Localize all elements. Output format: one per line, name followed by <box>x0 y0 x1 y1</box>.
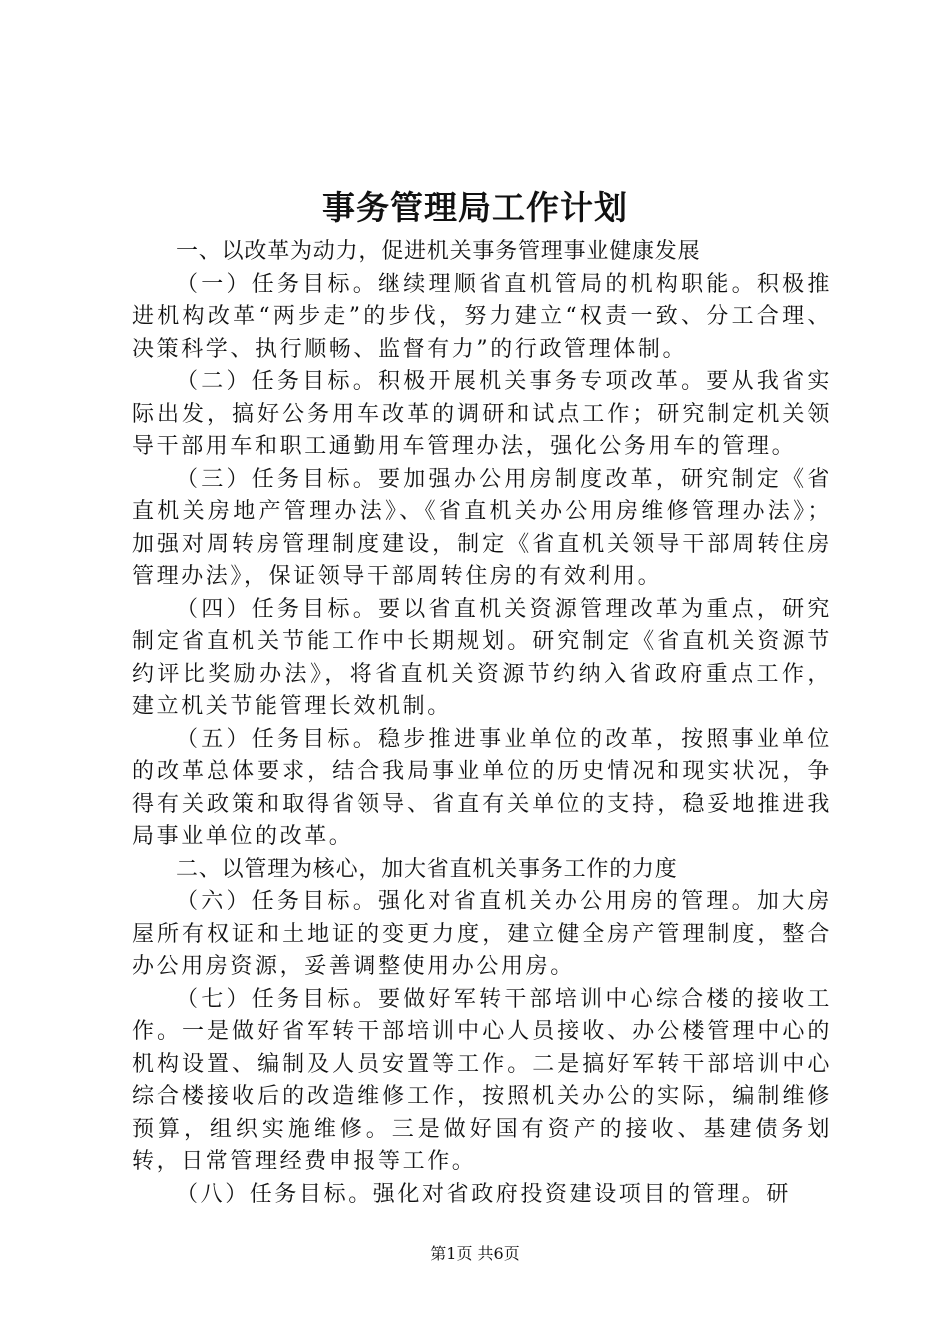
paragraph-8: （八）任务目标。强化对省政府投资建设项目的管理。研 <box>176 1181 792 1207</box>
paragraph-3: （三）任务目标。要加强办公用房制度改革，研究制定《省直机关房地产管理办法》、《省直机关办公用房维修管理办法》；加强对周转房管理制度建设，制定《省直机关领导干部周转住房管理办法》，保证领导干部周转住房的有效利用。 <box>132 466 832 589</box>
page-number-footer: 第1页 共6页 <box>430 1244 520 1263</box>
document-body <box>132 236 832 1211</box>
paragraph-6: （六）任务目标。强化对省直机关办公用房的管理。加大房屋所有权证和土地证的变更力度，建立健全房产管理制度，整合办公用房资源，妥善调整使用办公用房。 <box>132 889 832 979</box>
paragraph-7: （七）任务目标。要做好军转干部培训中心综合楼的接收工作。一是做好省军转干部培训中心人员接收、办公楼管理中心的机构设置、编制及人员安置等工作。二是搞好军转干部培训中心综合楼接收后的改造维修工作，按照机关办公的实际，编制维修预算，组织实施维修。三是做好国有资产的接收、基建债务划转，日常管理经费申报等工作。 <box>132 986 832 1174</box>
paragraph-5: （五）任务目标。稳步推进事业单位的改革，按照事业单位的改革总体要求，结合我局事业单位的历史情况和现实状况，争得有关政策和取得省领导、省直有关单位的支持，稳妥地推进我局事业单位的改革。 <box>132 726 832 849</box>
paragraph-2: （二）任务目标。积极开展机关事务专项改革。要从我省实际出发，搞好公务用车改革的调研和试点工作；研究制定机关领导干部用车和职工通勤用车管理办法，强化公务用车的管理。 <box>132 369 832 459</box>
paragraph-1: （一）任务目标。继续理顺省直机管局的机构职能。积极推进机构改革“两步走”的步伐，努力建立“权责一致、分工合理、决策科学、执行顺畅、监督有力”的行政管理体制。 <box>132 271 832 362</box>
paragraph-4: （四）任务目标。要以省直机关资源管理改革为重点，研究制定省直机关节能工作中长期规划。研究制定《省直机关资源节约评比奖励办法》，将省直机关资源节约纳入省政府重点工作，建立机关节能管理长效机制。 <box>132 596 832 719</box>
document-title: 事务管理局工作计划 <box>322 188 628 227</box>
section-heading-1: 一、以改革为动力，促进机关事务管理事业健康发展 <box>176 239 701 264</box>
section-heading-2: 二、以管理为核心，加大省直机关事务工作的力度 <box>176 856 678 882</box>
